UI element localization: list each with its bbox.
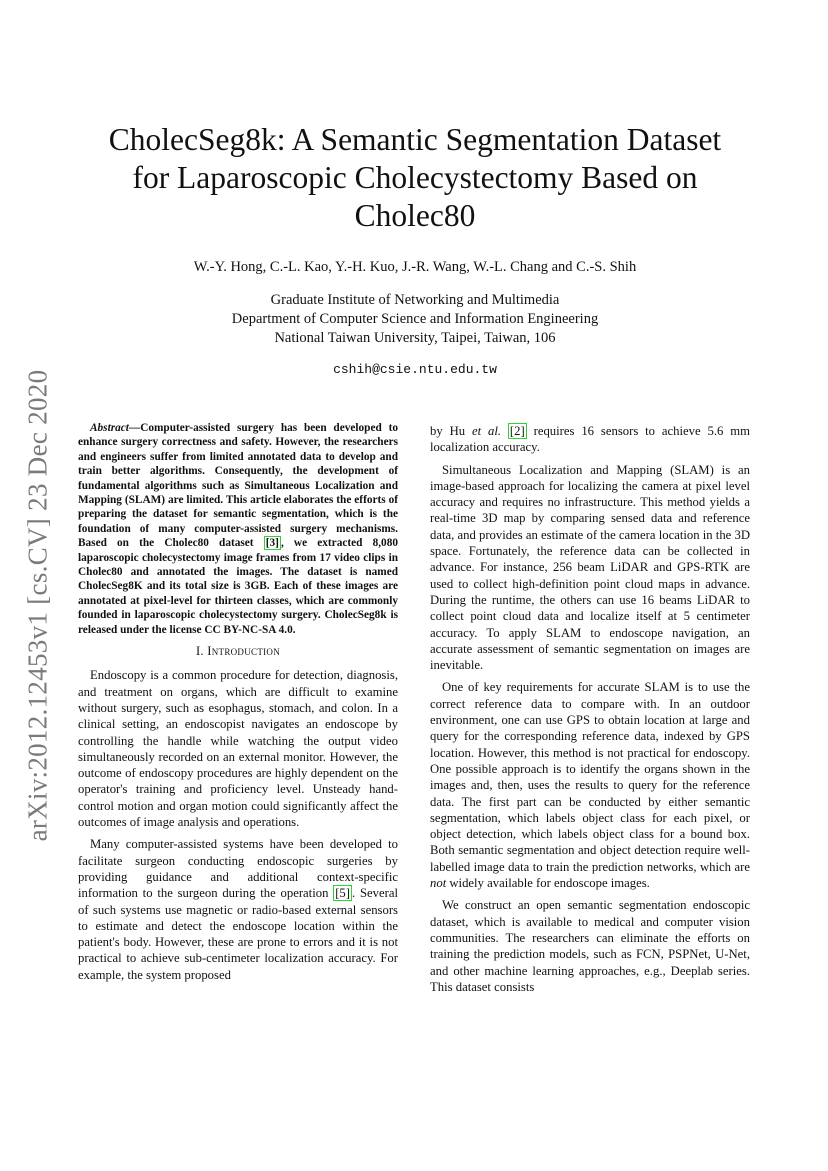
- affiliation-line: National Taiwan University, Taipei, Taiwan, 106: [274, 330, 556, 346]
- affiliation-line: Department of Computer Science and Information Engineering: [231, 311, 599, 327]
- paragraph-text: Many computer-assisted systems have been developed to facilitate surgeon conducting endoscopic surgeries by providing guidance and additional context-specific information to the surgeon during the operation: [78, 837, 398, 901]
- paragraph-text: . Several of such systems use magnetic or radio-based external sensors to estimate and detect the endoscope location within the patient's body. However, these are prone to errors and it is not practical to achieve sub-centimeter localization accuracy. For example, the system proposed: [78, 886, 398, 982]
- paragraph: Simultaneous Localization and Mapping (SLAM) is an image-based approach for localizing the camera at pixel level accuracy and requires no infrastructure. This method yields a real-time 3D map by comparing sensed data and reference data, and provides an estimate of the camera location in the 3D space. Fortunately, the reference data can be collected in advance. For instance, 256 beam LiDAR and GPS-RTK are used to collect high-definition point cloud maps in advance. During the runtime, the others can use 16 beams LiDAR to collect point cloud data and localize itself at 5 centimeter accuracy. To apply SLAM to endoscope navigation, an accurate assessment of semantic segmentation on images are inevitable.: [430, 462, 750, 673]
- title-line: for Laparoscopic Cholecystectomy Based on: [132, 160, 698, 195]
- paragraph: [430, 679, 750, 891]
- arxiv-stamp-text: arXiv:2012.12453v1 [cs.CV] 23 Dec 2020: [22, 369, 53, 841]
- section-heading: I. Introduction: [195, 644, 281, 659]
- abstract-label: Abstract: [90, 422, 129, 434]
- arxiv-stamp: [18, 360, 58, 850]
- authors: W.-Y. Hong, C.-L. Kao, Y.-H. Kuo, J.-R. Wang, W.-L. Chang and C.-S. Shih: [193, 259, 637, 275]
- paragraph: Endoscopy is a common procedure for detection, diagnosis, and treatment on organs, which are difficult to examine without surgery, such as esophagus, stomach, and colon. In a clinical setting, an endoscopist navigates an endoscope by controlling the handle while watching the output video simultaneously recorded on an external monitor. However, the outcome of endoscopy procedures are highly dependent on the operator's training and proficiency level. Unsteady hand-control motion and organ motion could significantly affect the outcomes of image analysis and operations.: [78, 668, 398, 830]
- paragraph-text: by Hu: [430, 424, 472, 438]
- title-line: CholecSeg8k: A Semantic Segmentation Dataset: [108, 122, 722, 157]
- affiliation: [70, 291, 760, 348]
- paragraph-text: requires 16 sensors to achieve 5.6 mm localization accuracy.: [430, 424, 750, 455]
- paper-title: [70, 121, 760, 235]
- paragraph-text: One of key requirements for accurate SLAM is to use the correct reference data to compare with. In an outdoor environment, one can use GPS to obtain location at large and query for the corresponding reference data, indexed by GPS location. However, this method is not practical for endoscopy. One possible approach is to identify the organs shown in the images and, then, uses the results to query for the reference data. The first part can be conducted by either semantic segmentation, which labels object class for each pixel, or object detection, which labels object class for a bound box. Both semantic segmentation and object detection require well-labelled image data to train the prediction networks, which are: [430, 680, 750, 874]
- paragraph: [78, 836, 398, 983]
- et-al: et al.: [471, 424, 502, 438]
- right-column: [430, 423, 750, 1001]
- citation-link[interactable]: [2]: [509, 424, 525, 438]
- abstract-text: , we extracted 8,080 laparoscopic cholecystectomy image frames from 17 video clips in Cholec80 and annotated the images. The dataset is named CholecSeg8K and its total size is 3GB. Each of these images are annotated at pixel-level for thirteen classes, which are commonly founded in laparoscopic cholecystectomy surgery. CholecSeg8k is released under the license CC BY-NC-SA 4.0.: [78, 537, 398, 636]
- paragraph: We construct an open semantic segmentation endoscopic dataset, which is available to medical and computer vision communities. The researchers can eliminate the efforts on training the prediction models, such as FCN, PSPNet, U-Net, and other machine learning approaches, e.g., Deeplab series. This dataset consists: [430, 898, 750, 994]
- paragraph-text: widely available for endoscope images.: [446, 876, 650, 891]
- paragraph: [430, 423, 750, 456]
- email-link[interactable]: cshih@csie.ntu.edu.tw: [333, 362, 497, 377]
- citation-link[interactable]: [5]: [335, 886, 350, 901]
- left-column: [78, 421, 398, 989]
- affiliation-line: Graduate Institute of Networking and Multimedia: [270, 292, 560, 308]
- abstract-text: —Computer-assisted surgery has been developed to enhance surgery correctness and safety. However, the researchers and engineers suffer from limited annotated data to develop and train better algorithms. Consequently, the development of fundamental algorithms such as Simultaneous Localization and Mapping (SLAM) are limited. This article elaborates the efforts of preparing the dataset for semantic segmentation, which is the foundation of many computer-assisted surgery mechanisms. Based on the Cholec80 dataset: [78, 422, 398, 550]
- citation-link[interactable]: [3]: [265, 537, 279, 550]
- abstract: [78, 421, 398, 637]
- title-line: Cholec80: [354, 198, 476, 233]
- emphasis-not: not: [430, 876, 447, 891]
